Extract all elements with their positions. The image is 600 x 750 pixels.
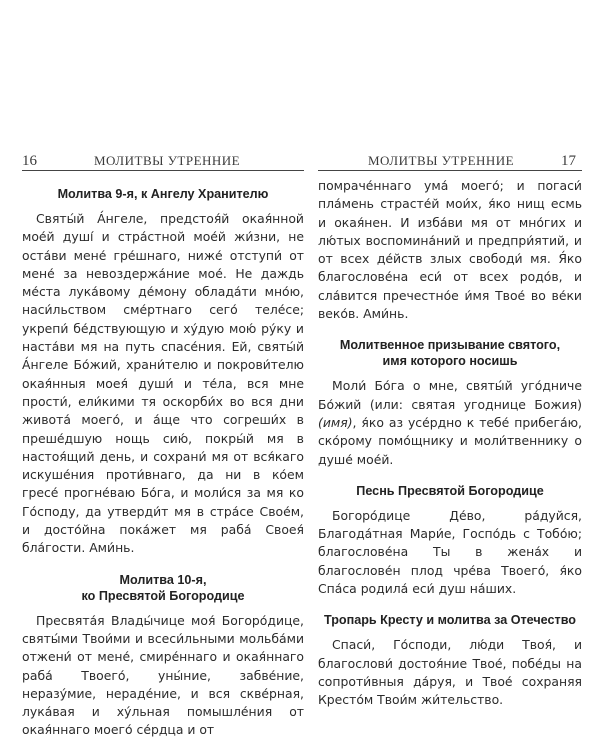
troparion-title: Тропарь Кресту и молитва за Отечество xyxy=(324,613,576,628)
right-header-rule xyxy=(318,170,582,171)
invocation-text-before: Моли́ Бо́га о мне, святы́й уго́дниче Бо́жий (или: святая угоднице Божия) xyxy=(318,378,582,412)
right-page-number: 17 xyxy=(561,153,576,169)
right-page xyxy=(318,177,582,710)
prayer-10-title-line2: ко Пресвятой Богородице xyxy=(81,588,245,603)
song-text: Богоро́дице Де́во, ра́дуйся, Благода́тная Мари́е, Госпо́дь с Тобо́ю; благослове́на Ты в жена́х и благослове́н плод чре́ва Твоего́, я́ко Спа́са родила́ еси́ душ на́ших. xyxy=(318,507,582,597)
prayer-9-title: Молитва 9-я, к Ангелу Хранителю xyxy=(57,187,269,201)
song-title: Песнь Пресвятой Богородице xyxy=(356,483,544,498)
prayer-10-title-line1: Молитва 10-я, xyxy=(119,572,207,587)
left-running-title: МОЛИТВЫ УТРЕННИЕ xyxy=(94,153,241,168)
running-header xyxy=(0,150,600,170)
left-page-number: 16 xyxy=(22,153,37,169)
invocation-text-after: , я́ко аз усе́рдно к тебе́ прибега́ю, ско́рому помо́щнику и моли́твеннику о душе́ мое́й. xyxy=(318,414,582,467)
right-running-title: МОЛИТВЫ УТРЕННИЕ xyxy=(368,153,515,168)
invocation-name-placeholder: (имя) xyxy=(318,414,353,430)
left-page xyxy=(22,186,304,740)
invocation-title-line1: Молитвенное призывание святого, xyxy=(339,338,561,353)
prayer-9-text: Святы́й А́нгеле, предстоя́й окая́нной мое́й душі́ и стра́стной мое́й жи́зни, не оста́ви мене́ гре́шнаго, ниже́ отступи́ от мене́ за невоздержа́ние мое́. Не даждь ме́ста лука́вому де́мону облада́ти мно́ю, наси́льством сме́ртнаго сего́ теле́се; укрепи́ бе́дствующую и ху́дую мою́ ру́ку и наста́ви мя на путь спасе́ния. Ей, святы́й А́нгеле Бо́жий, храни́телю и покрови́телю окая́нныя моея́ души́ и те́ла, вся мне прости́, ели́кими тя оскорби́х во вся дни живота́ моего́, и а́ще что согреши́х в преше́дшую нощь сию́, покры́й мя в настоя́щий день, и сохрани́ мя от вся́каго искуше́ния проти́внаго, да ни в ко́ем гресе́ прогне́ваю Бо́га, и моли́ся за мя ко Го́споду, да утверди́т мя в стра́се Свое́м, и досто́йна пока́жет мя раба́ Своея́ бла́гости. Ами́нь. xyxy=(22,211,304,556)
prayer-10-continuation: помраче́ннаго ума́ моего́; и погаси́ пла́мень страсте́й мои́х, я́ко нищ есмь и окая́нен. И изба́ви мя от мно́гих и лю́тых воспомина́ний и предпри́ятий, и от всех де́йств злых свободи́ мя. Я́ко благослове́на еси́ от всех родо́в, и сла́вится пречестно́е и́мя Твое́ во ве́ки веко́в. Ами́нь. xyxy=(318,178,582,322)
invocation-title-line2: имя которого носишь xyxy=(382,354,518,369)
prayer-10-text: Пресвята́я Влады́чице моя́ Богоро́дице, святы́ми Твои́ми и всеси́льными мольба́ми отжени́ от мене́, смире́ннаго и окая́ннаго раба́ Твоего́, уны́ние, забве́ние, неразу́мие, нераде́ние, и вся скве́рная, лука́вая и ху́льная помышле́ния от окая́ннаго моего́ се́рдца и от xyxy=(22,612,304,738)
left-header-rule xyxy=(22,170,304,171)
troparion-text: Спаси́, Го́споди, лю́ди Твоя́, и благослови́ достоя́ние Твое́, побе́ды на сопроти́вныя да́руя, и Твое́ сохраняя Кресто́м Твои́м жи́тельство. xyxy=(318,637,582,708)
invocation-text xyxy=(318,377,582,468)
